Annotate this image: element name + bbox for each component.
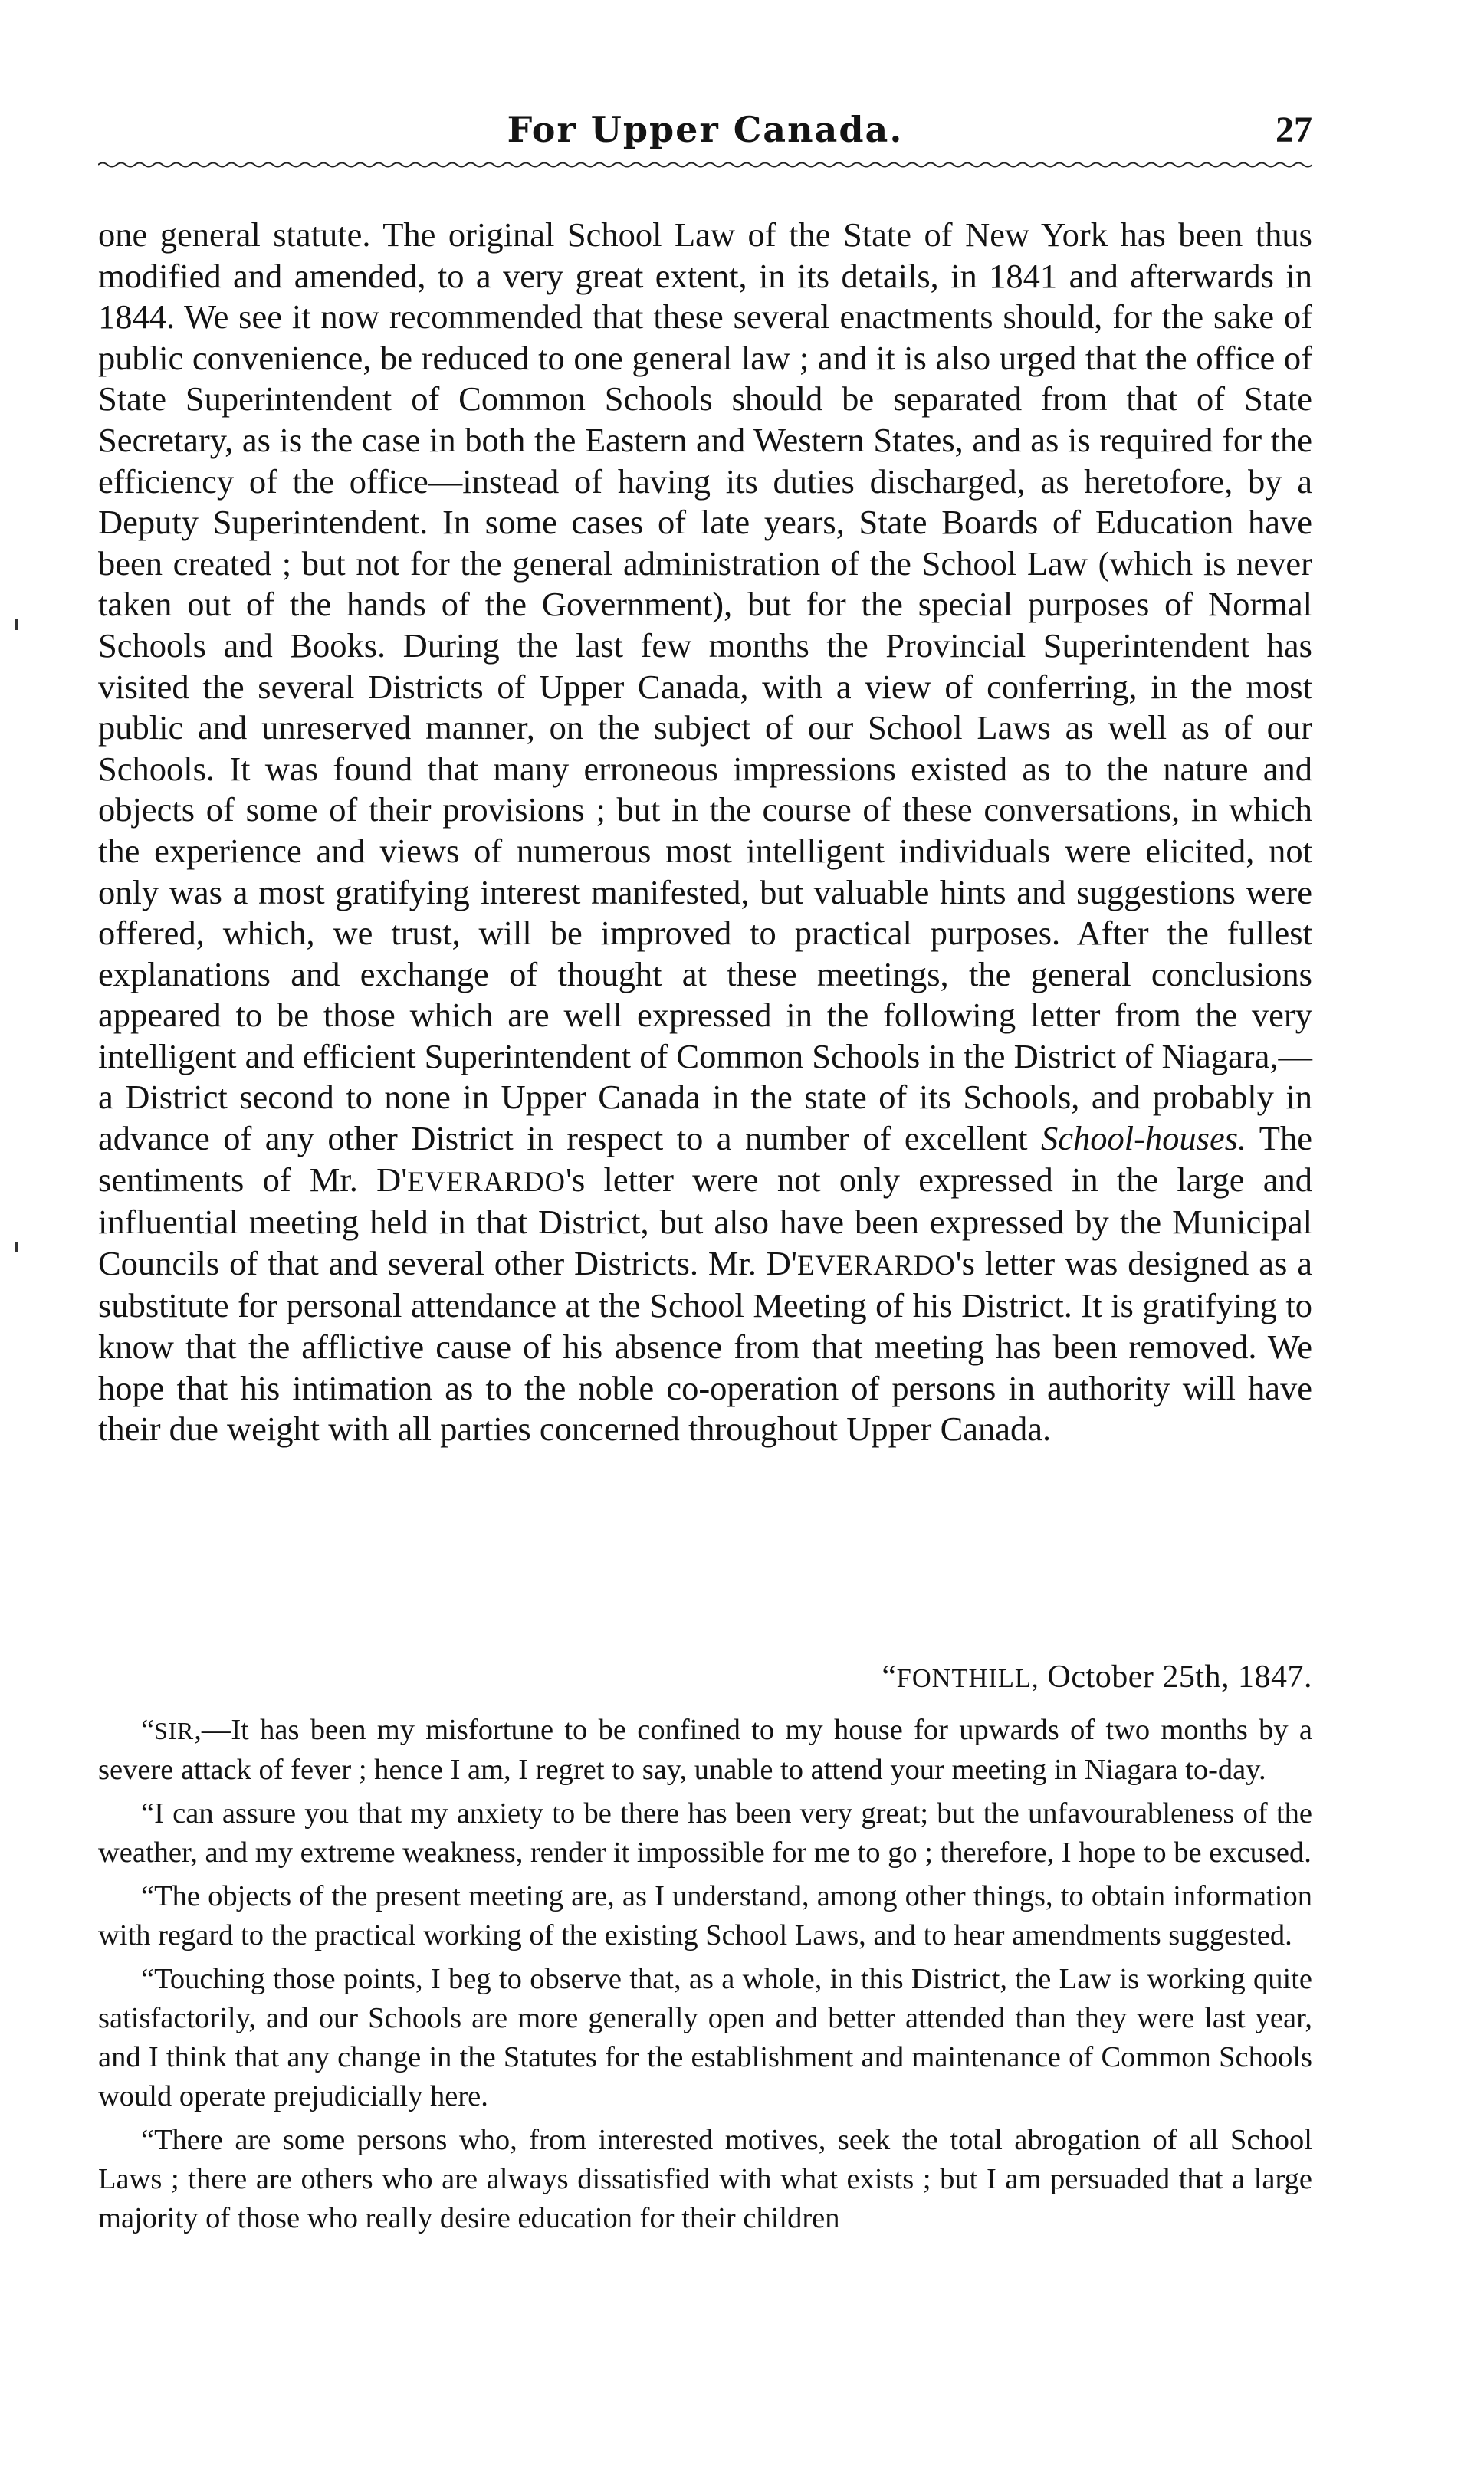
letter-text: [98, 1711, 1312, 2243]
small-caps-name: EVERARDO: [796, 1249, 956, 1281]
letter-paragraph: “There are some persons who, from interested motives, seek the total abrogation of all School Laws ; there are others who are always dissatisfied with what exists ; but I am persuaded that a large majority of those who really desire education for their children: [98, 2124, 1312, 2234]
salutation: SIR: [154, 1718, 195, 1745]
main-text: [98, 215, 1312, 1450]
dateline-date: October 25th, 1847.: [1047, 1659, 1312, 1695]
letter-paragraph-text: ,—It has been my misfortune to be confined to my house for upwards of two months by a severe attack of fever ; hence I am, I regret to say, unable to attend your meeting in Niagara to-day.: [98, 1714, 1312, 1786]
letter-paragraph: “I can assure you that my anxiety to be there has been very great; but the unfavourableness of the weather, and my extreme weakness, render it impossible for me to go ; therefore, I hope to be excused.: [98, 1797, 1312, 1869]
header-wavy-rule: [98, 161, 1312, 169]
italic-term: School-houses.: [1040, 1119, 1247, 1158]
letter-open-quote: “: [141, 1714, 155, 1746]
letter-dateline: [882, 1659, 1312, 1695]
page-number: 27: [1276, 110, 1312, 150]
margin-speck: [15, 619, 18, 630]
dateline-place: FONTHILL,: [896, 1664, 1039, 1693]
body-text-a: one general statute. The original School Law of the State of New York has been thus modified and amended, to a very great extent, in its details, in 1841 and afterwards in 1844. We see it now recommended that these several enactments should, for the sake of public convenience, be reduced to one general law ; and it is also urged that the office of State Superintendent of Common Schools should be separated from that of State Secretary, as is the case in both the Eastern and Western States, and as is required for the efficiency of the office—instead of having its duties discharged, as heretofore, by a Deputy Superintendent. In some cases of late years, State Boards of Education have been created ; but not for the general administration of the School Law (which is never taken out of the hands of the Government), but for the special purposes of Normal Schools and Books. During the last few months the Provincial Superintendent has visited the several Districts of Upper Canada, with a view of conferring, in the most public and unreserved manner, on the subject of our School Laws as well as of our Schools. It was found that many erroneous impressions existed as to the nature and objects of some of their provisions ; but in the course of these conversations, in which the experience and views of numerous most intelligent individuals were elicited, not only was a most gratifying interest manifested, but valuable hints and suggestions were offered, which, we trust, will be improved to practical purposes. After the fullest explanations and exchange of thought at these meetings, the general conclusions appeared to be those which are well expressed in the following letter from the very intelligent and efficient Superintendent of Common Schools in the District of Niagara,—a District second to none in Upper Canada in the state of its Schools, and probably in advance of any other District in respect to a number of excellent: [98, 215, 1312, 1158]
page-header: [98, 104, 1312, 166]
body-text-c: 's letter were not only expressed in the large and influential meeting held in that District, but also have been expressed by the Municipal Councils of that and several other Districts. Mr. D': [98, 1160, 1312, 1282]
small-caps-name: EVERARDO: [407, 1165, 566, 1197]
letter-paragraph: “Touching those points, I beg to observe that, as a whole, in this District, the Law is working quite satisfactorily, and our Schools are more generally open and better attended than they were last year, and I think that any change in the Statutes for the establishment and maintenance of Common Schools would operate prejudicially here.: [98, 1963, 1312, 2112]
running-title: For Upper Canada.: [507, 109, 904, 150]
wavy-rule-svg: [98, 161, 1312, 169]
letter-paragraph: “The objects of the present meeting are, as I understand, among other things, to obtain information with regard to the practical working of the existing School Laws, and to hear amendments suggested.: [98, 1880, 1312, 1951]
body-paragraph: [98, 215, 1312, 1450]
body-text-d: 's letter was designed as a substitute for personal attendance at the School Meeting of his District. It is gratifying to know that the afflictive cause of his absence from that meeting has been removed. We hope that his intimation as to the noble co-operation of persons in authority will have their due weight with all parties concerned throughout Upper Canada.: [98, 1243, 1312, 1449]
dateline-quote: “: [882, 1659, 897, 1695]
margin-speck: [15, 1242, 18, 1252]
body-text-b: The sentiments of Mr. D': [98, 1119, 1312, 1199]
letter-paragraph: [98, 1711, 1312, 1790]
